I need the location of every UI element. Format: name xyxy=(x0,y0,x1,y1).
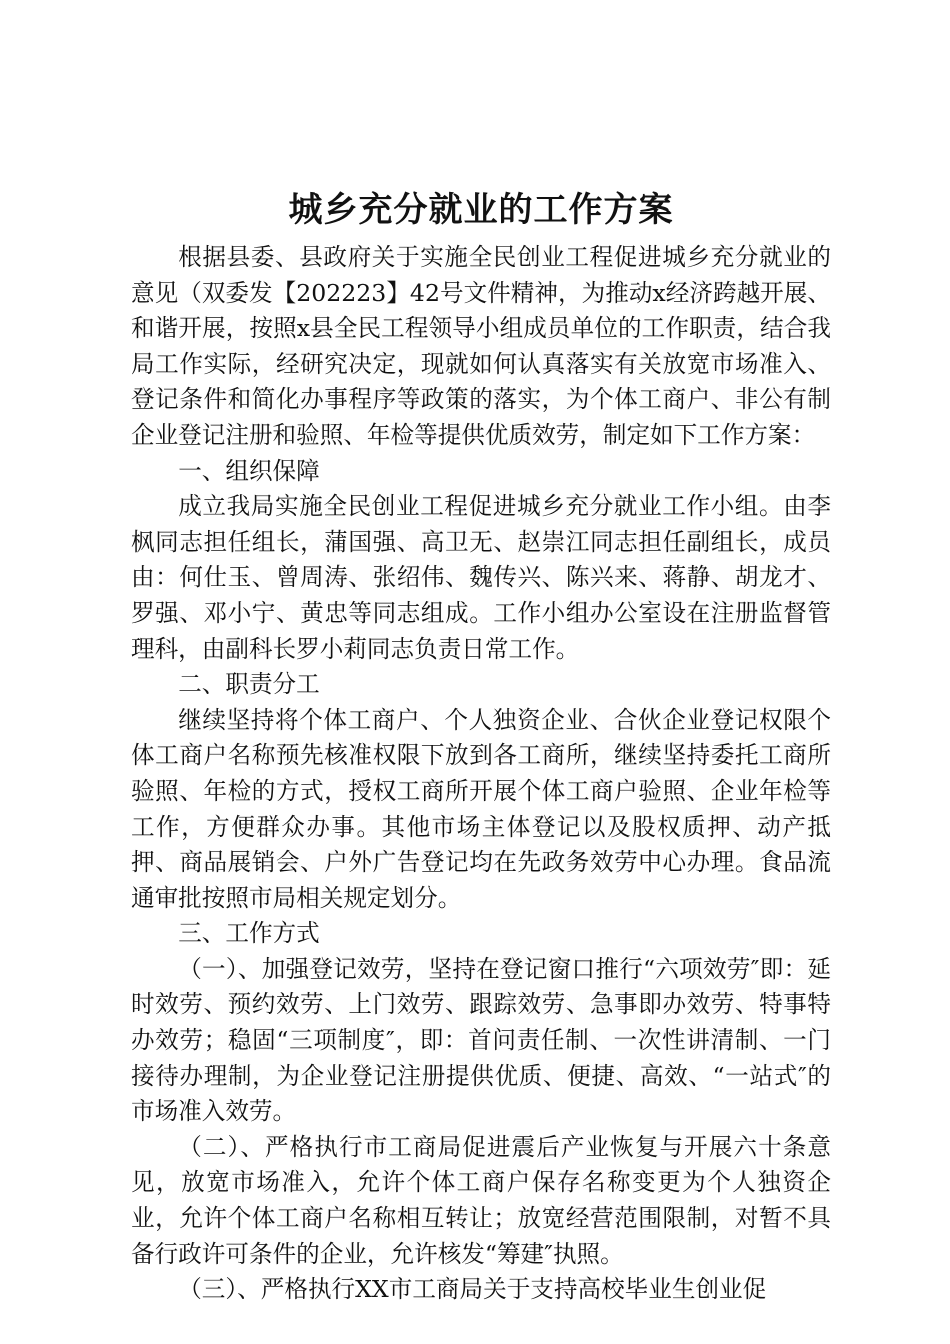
paragraph-responsibilities: 继续坚持将个体工商户、个人独资企业、合伙企业登记权限个体工商户名称预先核准权限下放到各工商所，继续坚持委托工商所验照、年检的方式，授权工商所开展个体工商户验照、企业年检等工作，方便群众办事。其他市场主体登记以及股权质押、动产抵押、商品展销会、户外广告登记均在先政务效劳中心办理。食品流通审批按照市局相关规定划分。 xyxy=(131,705,831,912)
section-heading-methods: 三、工作方式 xyxy=(178,919,320,948)
paragraph-intro: 根据县委、县政府关于实施全民创业工程促进城乡充分就业的意见（双委发【202223】42号文件精神，为推动x经济跨越开展、和谐开展，按照x县全民工程领导小组成员单位的工作职责，结合我局工作实际，经研究决定，现就如何认真落实有关放宽市场准入、登记条件和简化办事程序等政策的落实，为个体工商户、非公有制企业登记注册和验照、年检等提供优质效劳，制定如下工作方案： xyxy=(131,243,831,449)
paragraph-method-2: （二）、严格执行市工商局促进震后产业恢复与开展六十条意见，放宽市场准入，允许个体工商户保存名称变更为个人独资企业，允许个体工商户名称相互转让；放宽经营范围限制，对暂不具备行政许可条件的企业，允许核发“筹建″执照。 xyxy=(131,1132,831,1268)
section-heading-organization: 一、组织保障 xyxy=(178,456,320,485)
paragraph-method-3: （三）、严格执行XX市工商局关于支持高校毕业生创业促 xyxy=(178,1275,767,1304)
paragraph-organization: 成立我局实施全民创业工程促进城乡充分就业工作小组。由李枫同志担任组长，蒲国强、高卫无、赵崇江同志担任副组长，成员由：何仕玉、曾周涛、张绍伟、魏传兴、陈兴来、蒋静、胡龙才、罗强、邓小宁、黄忠等同志组成。工作小组办公室设在注册监督管理科，由副科长罗小莉同志负责日常工作。 xyxy=(131,492,831,663)
section-heading-responsibilities: 二、职责分工 xyxy=(178,670,320,699)
paragraph-method-1: （一）、加强登记效劳，坚持在登记窗口推行“六项效劳″即：延时效劳、预约效劳、上门效劳、跟踪效劳、急事即办效劳、特事特办效劳；稳固“三项制度″，即：首问责任制、一次性讲清制、一门接待办理制，为企业登记注册提供优质、便捷、高效、“一站式″的市场准入效劳。 xyxy=(131,954,831,1126)
document-title: 城乡充分就业的工作方案 xyxy=(288,190,674,230)
document-page xyxy=(131,180,831,1308)
